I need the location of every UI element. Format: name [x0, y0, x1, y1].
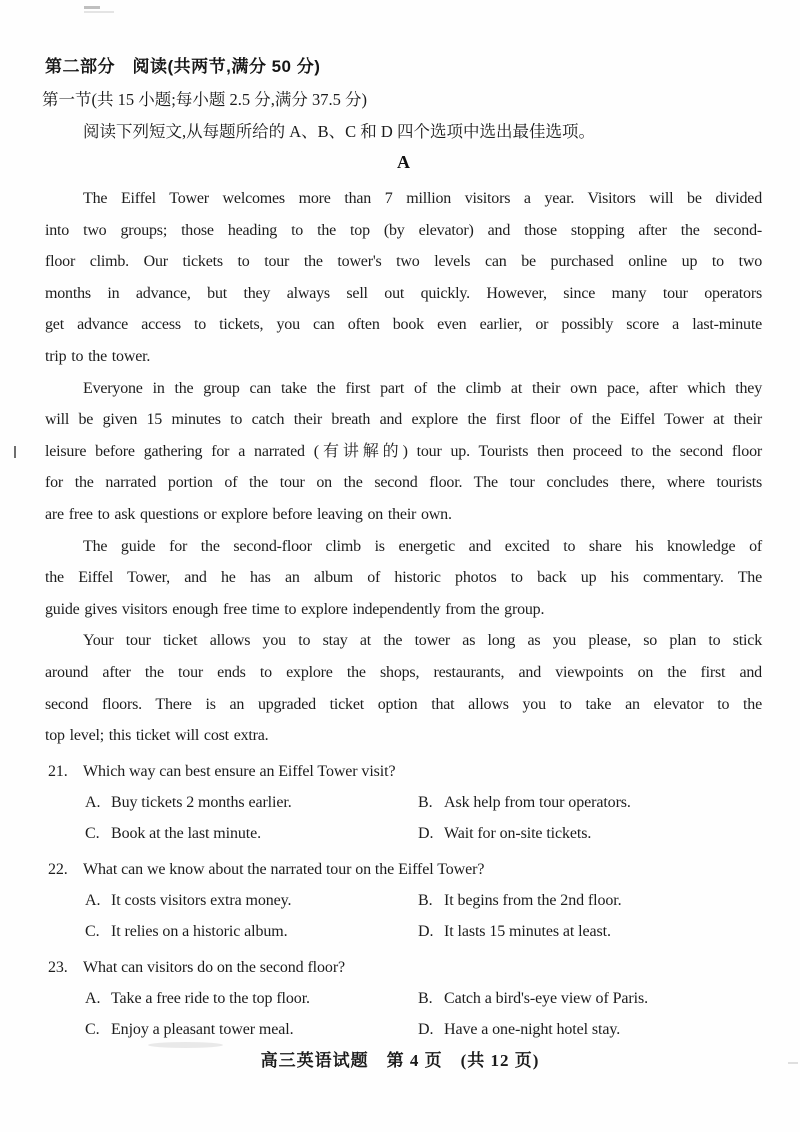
option-label: B. — [418, 989, 433, 1007]
option-label: A. — [85, 793, 101, 811]
option-text: Catch a bird's-eye view of Paris. — [444, 989, 648, 1007]
option-c — [85, 818, 418, 850]
question-21 — [45, 756, 762, 850]
option-c — [85, 916, 418, 948]
question-stem-row — [45, 952, 762, 983]
option-c — [85, 1014, 418, 1046]
option-text: Enjoy a pleasant tower meal. — [111, 1021, 294, 1039]
passage-line: for the narrated portion of the tour on the second floor. The tour concludes there, where tourists — [45, 474, 762, 492]
instruction-text: 阅读下列短文,从每题所给的 A、B、C 和 D 四个选项中选出最佳选项。 — [83, 122, 595, 141]
option-label: B. — [418, 793, 433, 811]
question-number: 21. — [48, 762, 68, 780]
passage-paragraph-4 — [45, 625, 762, 751]
question-list — [45, 756, 762, 1046]
passage-line: will be given 15 minutes to catch their breath and explore the first floor of the Eiffel Tower at their — [45, 411, 762, 429]
passage-paragraph-1 — [45, 183, 762, 373]
option-label: D. — [418, 1021, 434, 1039]
passage-line: leisure before gathering for a narrated (有讲解的) tour up. Tourists then proceed to the second floor — [45, 442, 762, 460]
options-grid — [45, 787, 762, 850]
passage-line: The Eiffel Tower welcomes more than 7 million visitors a year. Visitors will be divided — [83, 190, 762, 207]
question-22 — [45, 854, 762, 948]
option-d — [418, 916, 762, 948]
option-text: It begins from the 2nd floor. — [444, 891, 622, 909]
option-b — [418, 787, 762, 819]
passage-line: months in advance, but they always sell out quickly. However, since many tour operators — [45, 284, 762, 302]
passage-line: Everyone in the group can take the first part of the climb at their own pace, after which they — [83, 379, 762, 397]
option-label: D. — [418, 923, 434, 941]
question-stem-row — [45, 854, 762, 885]
option-text: It relies on a historic album. — [111, 923, 288, 941]
passage-line: guide gives visitors enough free time to explore independently from the group. — [45, 600, 545, 618]
passage-line: the Eiffel Tower, and he has an album of historic photos to back up his commentary. The — [45, 569, 762, 587]
passage-line: second floors. There is an upgraded ticket option that allows you to take an elevator to the — [45, 695, 762, 713]
passage-line: trip to the tower. — [45, 347, 151, 365]
option-text: Buy tickets 2 months earlier. — [111, 793, 292, 811]
options-grid — [45, 885, 762, 948]
option-label: C. — [85, 825, 100, 843]
option-label: B. — [418, 891, 433, 909]
options-grid — [45, 983, 762, 1046]
option-d — [418, 818, 762, 850]
option-text: Have a one-night hotel stay. — [444, 1021, 621, 1039]
passage-line: The guide for the second-floor climb is energetic and excited to share his knowledge of — [83, 537, 762, 555]
question-stem: What can visitors do on the second floor? — [83, 958, 346, 976]
section-title: 第一节(共 15 小题;每小题 2.5 分,满分 37.5 分) — [42, 90, 367, 109]
option-label: D. — [418, 825, 434, 843]
option-label: A. — [85, 891, 101, 909]
option-d — [418, 1014, 762, 1046]
passage-label: A — [397, 152, 410, 172]
passage-line: into two groups; those heading to the top (by elevator) and those stopping after the second- — [45, 221, 762, 239]
scan-artifact — [14, 446, 16, 458]
question-number: 23. — [48, 958, 68, 976]
option-text: Book at the last minute. — [111, 825, 262, 843]
passage-line: get advance access to tickets, you can often book even earlier, or possibly score a last-minute — [45, 316, 762, 334]
question-number: 22. — [48, 860, 68, 878]
passage-paragraph-3 — [45, 531, 762, 626]
option-text: Take a free ride to the top floor. — [111, 989, 310, 1007]
part-title: 第二部分 阅读(共两节,满分 50 分) — [45, 57, 321, 76]
option-text: Ask help from tour operators. — [444, 793, 631, 811]
page-footer: 高三英语试题 第 4 页 (共 12 页) — [260, 1051, 540, 1070]
question-stem-row — [45, 756, 762, 787]
option-b — [418, 983, 762, 1015]
question-stem: What can we know about the narrated tour on the Eiffel Tower? — [83, 860, 485, 878]
question-23 — [45, 952, 762, 1046]
option-label: C. — [85, 923, 100, 941]
passage-paragraph-2 — [45, 373, 762, 531]
option-a — [85, 885, 418, 917]
option-a — [85, 787, 418, 819]
option-b — [418, 885, 762, 917]
passage-line: Your tour ticket allows you to stay at the tower as long as you please, so plan to stick — [83, 632, 762, 650]
option-text: It lasts 15 minutes at least. — [444, 923, 611, 941]
passage-line: floor climb. Our tickets to tour the tower's two levels can be purchased online up to two — [45, 253, 762, 271]
option-text: Wait for on-site tickets. — [444, 825, 592, 843]
option-label: C. — [85, 1021, 100, 1039]
page-content — [42, 0, 762, 1046]
passage-line: top level; this ticket will cost extra. — [45, 727, 269, 745]
option-label: A. — [85, 989, 101, 1007]
passage-line: around after the tour ends to explore the shops, restaurants, and viewpoints on the first and — [45, 663, 762, 681]
option-a — [85, 983, 418, 1015]
option-text: It costs visitors extra money. — [111, 891, 292, 909]
passage-line: are free to ask questions or explore before leaving on their own. — [45, 505, 452, 523]
question-stem: Which way can best ensure an Eiffel Tower visit? — [83, 762, 396, 780]
